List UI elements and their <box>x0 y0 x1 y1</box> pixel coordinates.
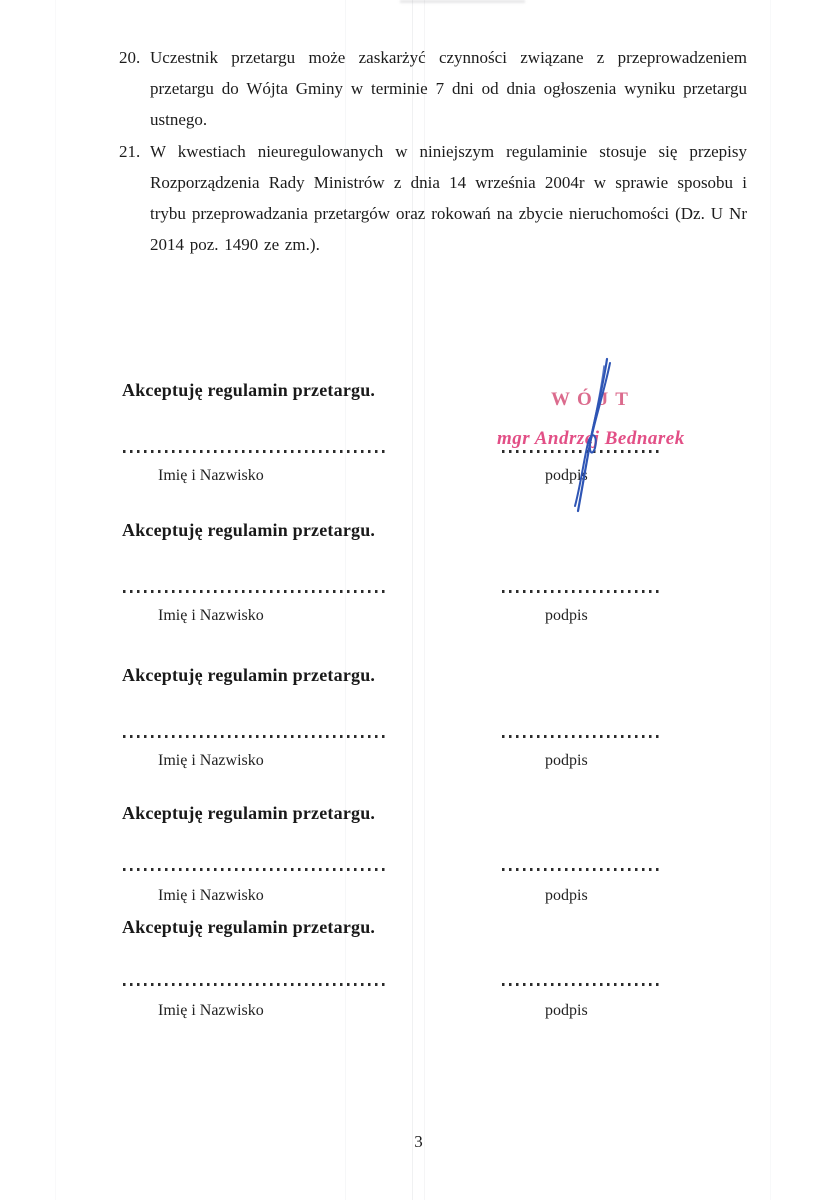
acceptance-heading: Akceptuję regulamin przetargu. <box>122 917 376 937</box>
handwritten-signature <box>548 356 628 514</box>
name-signature-line <box>123 590 389 593</box>
mayor-stamp-name: mgr Andrzej Bednarek <box>497 428 685 449</box>
acceptance-heading: Akceptuję regulamin przetargu. <box>122 380 376 400</box>
name-signature-line <box>123 983 389 986</box>
signature-label: podpis <box>545 1002 588 1019</box>
acceptance-block-3 <box>122 665 762 777</box>
list-item-21 <box>119 136 747 260</box>
name-signature-line <box>123 450 389 453</box>
scan-streak <box>770 0 771 1200</box>
paragraph-text: W kwestiach nieuregulowanych w niniejszym regulaminie stosuje się przepisy Rozporządzenia Rady Ministrów z dnia 14 września 2004r w sprawie sposobu i trybu przeprowadzania przetargów oraz rokowań na zbycie nieruchomości (Dz. U Nr 2014 poz. 1490 ze zm.). <box>150 142 747 254</box>
list-item-20 <box>119 42 747 135</box>
scan-artifact <box>400 0 525 3</box>
name-label: Imię i Nazwisko <box>158 607 264 624</box>
list-number: 20. <box>119 48 141 67</box>
signature-label: podpis <box>545 467 588 484</box>
name-label: Imię i Nazwisko <box>158 467 264 484</box>
name-label: Imię i Nazwisko <box>158 887 264 904</box>
acceptance-block-2 <box>122 520 762 632</box>
name-label: Imię i Nazwisko <box>158 752 264 769</box>
list-number: 21. <box>119 142 141 161</box>
mayor-stamp-title: WÓJT <box>551 389 635 410</box>
name-label: Imię i Nazwisko <box>158 1002 264 1019</box>
page-number: 3 <box>414 1132 423 1151</box>
signature-label: podpis <box>545 607 588 624</box>
acceptance-heading: Akceptuję regulamin przetargu. <box>122 803 376 823</box>
signature-line <box>502 735 659 738</box>
signature-label: podpis <box>545 887 588 904</box>
signature-line <box>502 590 659 593</box>
acceptance-heading: Akceptuję regulamin przetargu. <box>122 665 376 685</box>
acceptance-block-4 <box>122 803 762 915</box>
signature-line <box>502 983 659 986</box>
name-signature-line <box>123 868 389 871</box>
signature-line <box>502 868 659 871</box>
name-signature-line <box>123 735 389 738</box>
acceptance-block-5 <box>122 917 762 1029</box>
paragraph-text: Uczestnik przetargu może zaskarżyć czynności związane z przeprowadzeniem przetargu do Wójta Gminy w terminie 7 dni od dnia ogłoszenia wyniku przetargu ustnego. <box>150 48 747 129</box>
signature-label: podpis <box>545 752 588 769</box>
scan-streak <box>55 0 56 1200</box>
acceptance-heading: Akceptuję regulamin przetargu. <box>122 520 376 540</box>
